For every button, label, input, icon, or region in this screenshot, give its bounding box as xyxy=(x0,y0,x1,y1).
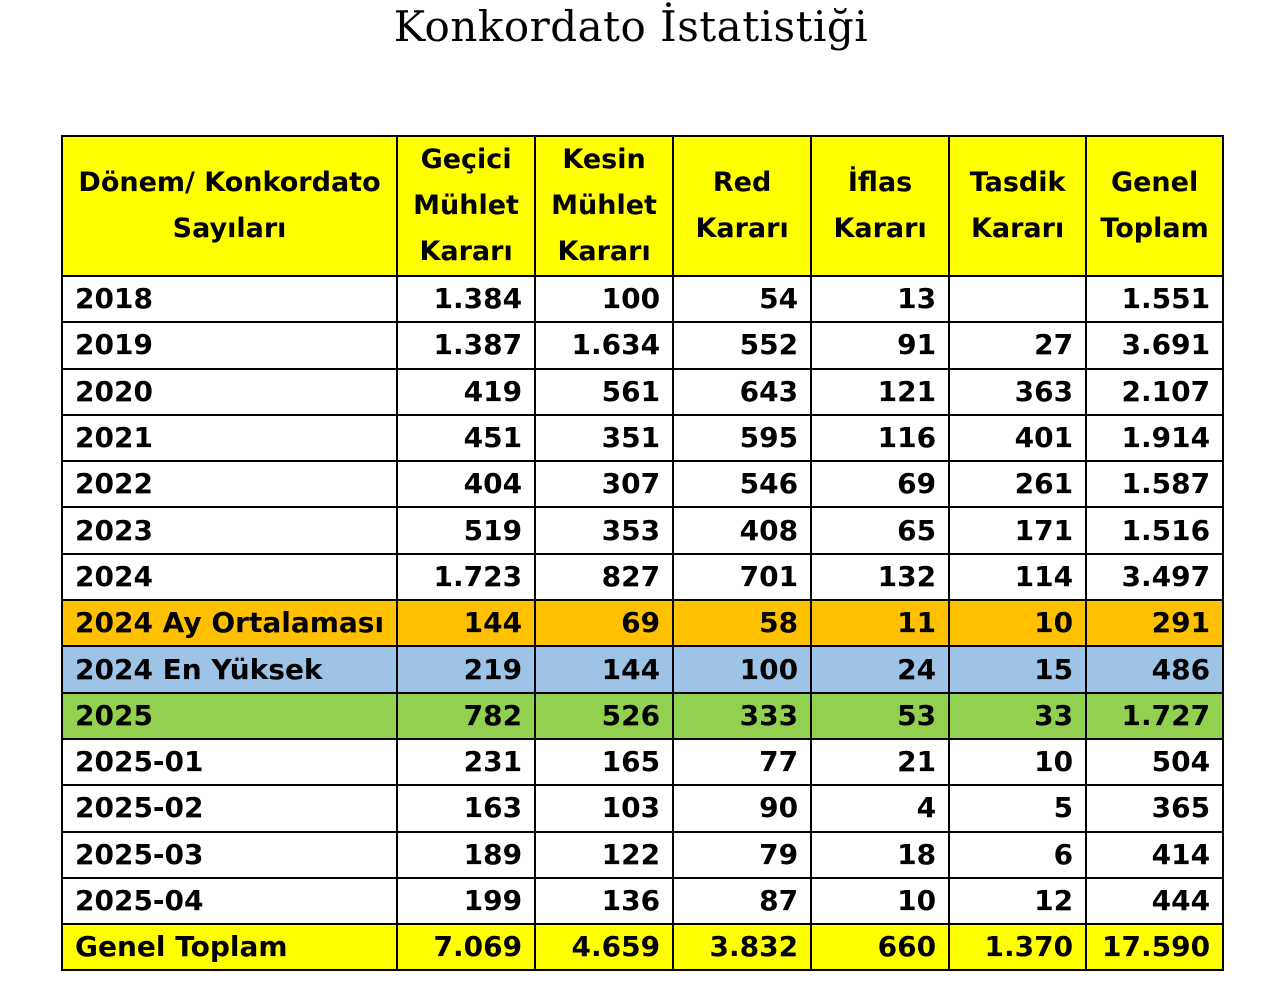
table-row xyxy=(62,739,1223,785)
cell-temporary-respite: 419 xyxy=(397,369,535,415)
cell-bankruptcy: 660 xyxy=(811,924,949,970)
table-row xyxy=(62,554,1223,600)
cell-rejection: 408 xyxy=(673,507,811,553)
cell-grand-total: 504 xyxy=(1086,739,1223,785)
cell-approval: 114 xyxy=(949,554,1086,600)
cell-rejection: 333 xyxy=(673,693,811,739)
table-row xyxy=(62,832,1223,878)
cell-temporary-respite: 231 xyxy=(397,739,535,785)
cell-temporary-respite: 189 xyxy=(397,832,535,878)
cell-period: 2020 xyxy=(62,369,397,415)
cell-temporary-respite: 1.387 xyxy=(397,322,535,368)
cell-approval: 171 xyxy=(949,507,1086,553)
header-temporary-respite: Geçici Mühlet Kararı xyxy=(397,136,535,276)
cell-period: 2024 En Yüksek xyxy=(62,646,397,692)
total-row xyxy=(62,924,1223,970)
table-row xyxy=(62,878,1223,924)
cell-period: 2024 xyxy=(62,554,397,600)
cell-approval: 6 xyxy=(949,832,1086,878)
table-row xyxy=(62,507,1223,553)
table-row xyxy=(62,693,1223,739)
cell-approval: 261 xyxy=(949,461,1086,507)
table-row xyxy=(62,785,1223,831)
cell-grand-total: 3.691 xyxy=(1086,322,1223,368)
header-row xyxy=(62,136,1223,276)
table-header xyxy=(62,136,1223,276)
table-row xyxy=(62,646,1223,692)
cell-rejection: 90 xyxy=(673,785,811,831)
header-grand-total: Genel Toplam xyxy=(1086,136,1223,276)
cell-temporary-respite: 1.384 xyxy=(397,276,535,322)
cell-bankruptcy: 18 xyxy=(811,832,949,878)
cell-period: 2023 xyxy=(62,507,397,553)
cell-temporary-respite: 144 xyxy=(397,600,535,646)
cell-period: 2025 xyxy=(62,693,397,739)
cell-grand-total: 3.497 xyxy=(1086,554,1223,600)
cell-period: Genel Toplam xyxy=(62,924,397,970)
cell-period: 2022 xyxy=(62,461,397,507)
cell-period: 2024 Ay Ortalaması xyxy=(62,600,397,646)
header-approval: Tasdik Kararı xyxy=(949,136,1086,276)
table-row xyxy=(62,600,1223,646)
cell-final-respite: 69 xyxy=(535,600,673,646)
cell-bankruptcy: 121 xyxy=(811,369,949,415)
cell-rejection: 87 xyxy=(673,878,811,924)
cell-temporary-respite: 451 xyxy=(397,415,535,461)
cell-period: 2021 xyxy=(62,415,397,461)
cell-final-respite: 122 xyxy=(535,832,673,878)
cell-final-respite: 165 xyxy=(535,739,673,785)
cell-approval: 33 xyxy=(949,693,1086,739)
table-row xyxy=(62,369,1223,415)
cell-approval: 5 xyxy=(949,785,1086,831)
cell-grand-total: 1.914 xyxy=(1086,415,1223,461)
table-row xyxy=(62,322,1223,368)
cell-final-respite: 4.659 xyxy=(535,924,673,970)
cell-grand-total: 291 xyxy=(1086,600,1223,646)
cell-grand-total: 365 xyxy=(1086,785,1223,831)
cell-bankruptcy: 132 xyxy=(811,554,949,600)
cell-rejection: 595 xyxy=(673,415,811,461)
cell-grand-total: 1.551 xyxy=(1086,276,1223,322)
cell-approval: 15 xyxy=(949,646,1086,692)
cell-rejection: 546 xyxy=(673,461,811,507)
table-body xyxy=(62,276,1223,970)
cell-final-respite: 144 xyxy=(535,646,673,692)
cell-period: 2025-02 xyxy=(62,785,397,831)
cell-approval: 363 xyxy=(949,369,1086,415)
cell-final-respite: 103 xyxy=(535,785,673,831)
header-bankruptcy: İflas Kararı xyxy=(811,136,949,276)
header-rejection: Red Kararı xyxy=(673,136,811,276)
cell-grand-total: 1.587 xyxy=(1086,461,1223,507)
cell-bankruptcy: 13 xyxy=(811,276,949,322)
cell-approval: 12 xyxy=(949,878,1086,924)
cell-rejection: 100 xyxy=(673,646,811,692)
cell-period: 2025-03 xyxy=(62,832,397,878)
header-final-respite: Kesin Mühlet Kararı xyxy=(535,136,673,276)
konkordato-table xyxy=(61,135,1224,971)
cell-temporary-respite: 163 xyxy=(397,785,535,831)
cell-temporary-respite: 219 xyxy=(397,646,535,692)
cell-final-respite: 307 xyxy=(535,461,673,507)
cell-final-respite: 561 xyxy=(535,369,673,415)
table-row xyxy=(62,461,1223,507)
cell-bankruptcy: 69 xyxy=(811,461,949,507)
cell-final-respite: 827 xyxy=(535,554,673,600)
cell-approval: 10 xyxy=(949,600,1086,646)
page-title: Konkordato İstatistiği xyxy=(393,2,869,51)
cell-bankruptcy: 21 xyxy=(811,739,949,785)
cell-grand-total: 2.107 xyxy=(1086,369,1223,415)
cell-final-respite: 351 xyxy=(535,415,673,461)
cell-temporary-respite: 519 xyxy=(397,507,535,553)
cell-grand-total: 17.590 xyxy=(1086,924,1223,970)
cell-grand-total: 486 xyxy=(1086,646,1223,692)
header-period: Dönem/ Konkordato Sayıları xyxy=(62,136,397,276)
cell-bankruptcy: 10 xyxy=(811,878,949,924)
cell-grand-total: 414 xyxy=(1086,832,1223,878)
cell-bankruptcy: 65 xyxy=(811,507,949,553)
cell-approval xyxy=(949,276,1086,322)
cell-period: 2019 xyxy=(62,322,397,368)
cell-approval: 27 xyxy=(949,322,1086,368)
cell-temporary-respite: 1.723 xyxy=(397,554,535,600)
cell-period: 2025-01 xyxy=(62,739,397,785)
cell-period: 2018 xyxy=(62,276,397,322)
cell-bankruptcy: 24 xyxy=(811,646,949,692)
cell-temporary-respite: 199 xyxy=(397,878,535,924)
table-row xyxy=(62,415,1223,461)
cell-temporary-respite: 404 xyxy=(397,461,535,507)
cell-final-respite: 353 xyxy=(535,507,673,553)
cell-final-respite: 100 xyxy=(535,276,673,322)
cell-rejection: 77 xyxy=(673,739,811,785)
cell-approval: 401 xyxy=(949,415,1086,461)
cell-bankruptcy: 4 xyxy=(811,785,949,831)
cell-approval: 10 xyxy=(949,739,1086,785)
table-row xyxy=(62,276,1223,322)
cell-rejection: 701 xyxy=(673,554,811,600)
cell-rejection: 3.832 xyxy=(673,924,811,970)
cell-approval: 1.370 xyxy=(949,924,1086,970)
cell-bankruptcy: 116 xyxy=(811,415,949,461)
cell-rejection: 54 xyxy=(673,276,811,322)
cell-bankruptcy: 91 xyxy=(811,322,949,368)
cell-grand-total: 1.727 xyxy=(1086,693,1223,739)
cell-rejection: 79 xyxy=(673,832,811,878)
cell-grand-total: 1.516 xyxy=(1086,507,1223,553)
cell-final-respite: 526 xyxy=(535,693,673,739)
cell-final-respite: 136 xyxy=(535,878,673,924)
cell-bankruptcy: 53 xyxy=(811,693,949,739)
cell-grand-total: 444 xyxy=(1086,878,1223,924)
cell-rejection: 58 xyxy=(673,600,811,646)
cell-bankruptcy: 11 xyxy=(811,600,949,646)
cell-temporary-respite: 782 xyxy=(397,693,535,739)
cell-rejection: 643 xyxy=(673,369,811,415)
cell-temporary-respite: 7.069 xyxy=(397,924,535,970)
cell-period: 2025-04 xyxy=(62,878,397,924)
cell-rejection: 552 xyxy=(673,322,811,368)
cell-final-respite: 1.634 xyxy=(535,322,673,368)
